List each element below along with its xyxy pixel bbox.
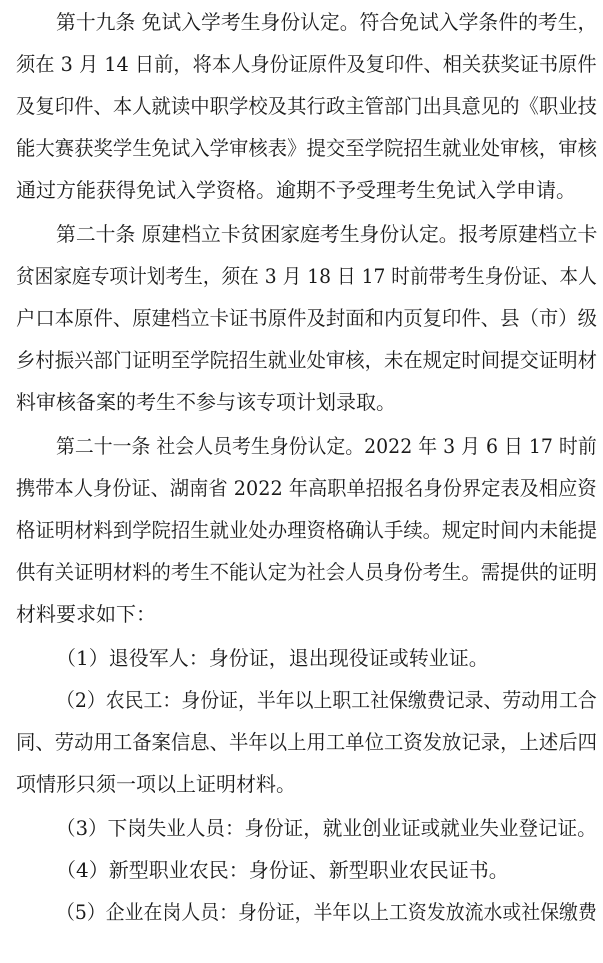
article-20-line-2: 贫困家庭专项计划考生，须在 3 月 18 日 17 时前带考生身份证、本人: [16, 264, 597, 288]
article-19-line-4: 能大赛获奖学生免试入学审核表》提交至学院招生就业处审核，审核: [16, 136, 597, 160]
article-19-line-3: 及复印件、本人就读中职学校及其行政主管部门出具意见的《职业技: [16, 94, 597, 118]
article-20-line-5: 料审核备案的考生不参与该专项计划录取。: [16, 390, 396, 414]
item-2-line-1: （2）农民工：身份证，半年以上职工社保缴费记录、劳动用工合: [56, 688, 597, 712]
item-1-line-1: （1）退役军人：身份证，退出现役证或转业证。: [56, 646, 489, 670]
article-19-line-1: 第十九条 免试入学考生身份认定。符合免试入学条件的考生，: [56, 10, 598, 34]
item-2-line-3: 项情形只须一项以上证明材料。: [16, 772, 296, 796]
article-21-line-1: 第二十一条 社会人员考生身份认定。2022 年 3 月 6 日 17 时前: [56, 434, 597, 458]
article-19-line-2: 须在 3 月 14 日前，将本人身份证原件及复印件、相关获奖证书原件: [16, 52, 597, 76]
article-19-line-5: 通过方能获得免试入学资格。逾期不予受理考生免试入学申请。: [16, 178, 576, 202]
item-3-line-1: （3）下岗失业人员：身份证，就业创业证或就业失业登记证。: [56, 816, 597, 840]
item-5-line-1: （5）企业在岗人员：身份证，半年以上工资发放流水或社保缴费: [56, 900, 597, 924]
article-21-line-3: 格证明材料到学院招生就业处办理资格确认手续。规定时间内未能提: [16, 518, 597, 542]
article-21-line-2: 携带本人身份证、湖南省 2022 年高职单招报名身份界定表及相应资: [16, 476, 597, 500]
item-2-line-2: 同、劳动用工备案信息、半年以上用工单位工资发放记录，上述后四: [16, 730, 597, 754]
article-20-line-4: 乡村振兴部门证明至学院招生就业处审核，未在规定时间提交证明材: [16, 348, 597, 372]
article-20-line-3: 户口本原件、原建档立卡证书原件及封面和内页复印件、县（市）级: [16, 306, 597, 330]
article-21-line-4: 供有关证明材料的考生不能认定为社会人员身份考生。需提供的证明: [16, 560, 597, 584]
article-20-line-1: 第二十条 原建档立卡贫困家庭考生身份认定。报考原建档立卡: [56, 222, 598, 246]
item-4-line-1: （4）新型职业农民：身份证、新型职业农民证书。: [56, 858, 509, 882]
article-21-line-5: 材料要求如下：: [16, 602, 156, 626]
